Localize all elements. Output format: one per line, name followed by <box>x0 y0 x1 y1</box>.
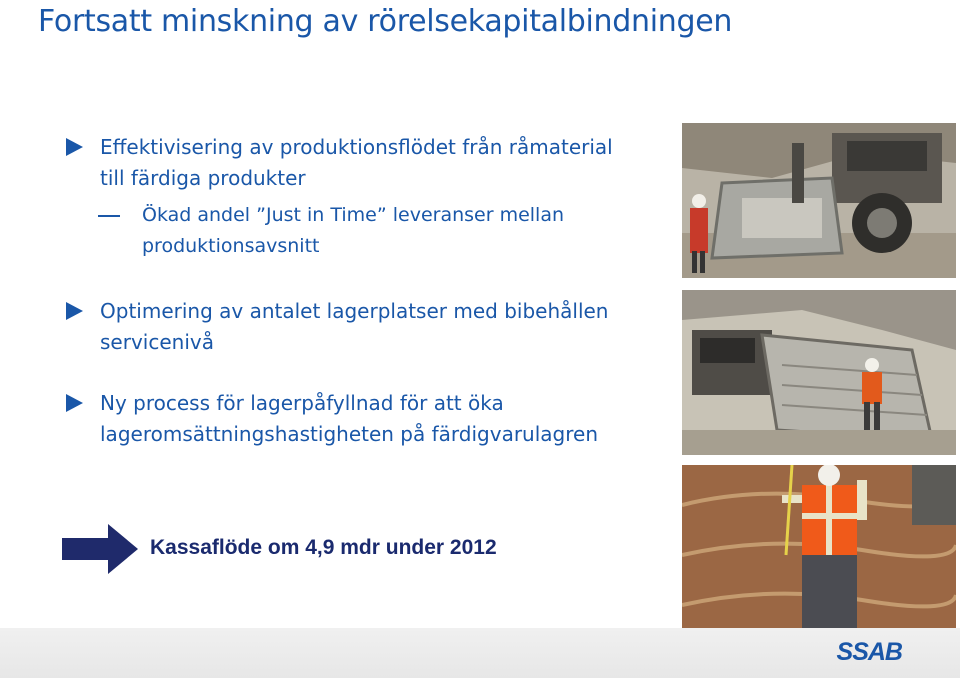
sub-bullet-text-line: Ökad andel ”Just in Time” leveranser mellan <box>142 204 565 226</box>
triangle-bullet-icon <box>66 302 83 320</box>
worker-inspection-photo <box>682 465 956 630</box>
triangle-bullet-icon <box>66 138 83 156</box>
triangle-bullet-icon <box>66 394 83 412</box>
sub-bullet-item <box>64 200 664 262</box>
bullet-text-line: lageromsättningshastigheten på färdigvarulagren <box>100 422 598 446</box>
bullet-text-line: Ny process för lagerpåfyllnad för att öka <box>100 391 504 415</box>
bullet-item <box>64 296 664 358</box>
bullet-text-line: Optimering av antalet lagerplatser med bibehållen <box>100 299 609 323</box>
ssab-logo: SSAB <box>836 638 902 666</box>
conclusion-row <box>62 522 582 578</box>
bullet-text-line: till färdiga produkter <box>100 166 306 190</box>
bullet-text-line: Effektivisering av produktionsflödet från råmaterial <box>100 135 613 159</box>
bullet-item <box>64 132 664 194</box>
page-title: Fortsatt minskning av rörelsekapitalbindningen <box>38 4 733 39</box>
bullet-text-line: servicenivå <box>100 330 214 354</box>
sub-bullet-text-line: produktionsavsnitt <box>142 235 320 257</box>
bullet-item <box>64 388 664 450</box>
photo-column <box>682 123 956 630</box>
bullet-list <box>64 132 664 450</box>
mining-dozer-photo <box>682 123 956 278</box>
right-arrow-icon <box>62 524 140 574</box>
dash-icon <box>98 215 120 217</box>
dozer-blade-photo <box>682 290 956 455</box>
conclusion-text: Kassaflöde om 4,9 mdr under 2012 <box>150 536 497 559</box>
slide-footer <box>0 628 960 678</box>
